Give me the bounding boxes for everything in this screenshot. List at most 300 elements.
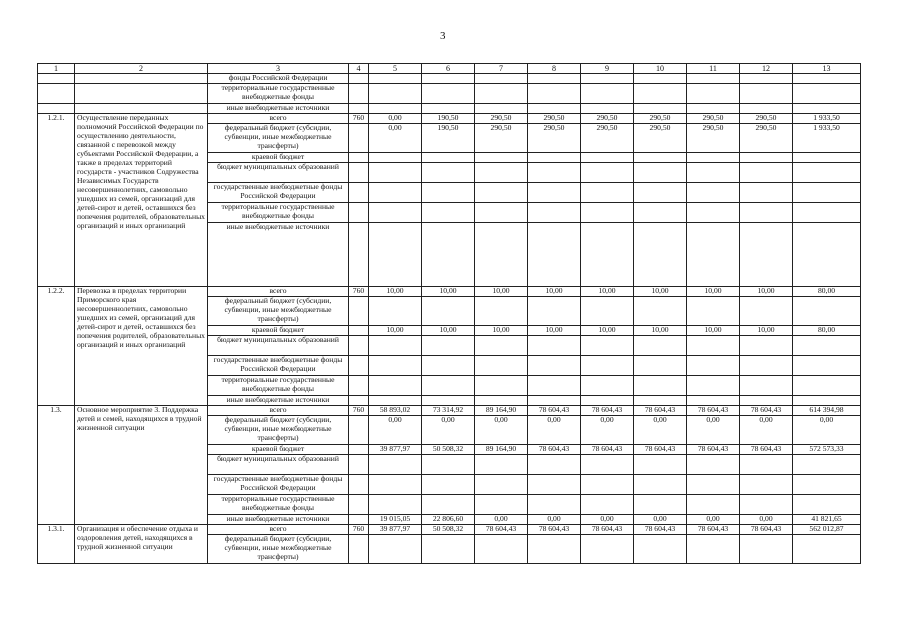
year-value [581, 336, 634, 356]
year-value: 290,50 [634, 124, 687, 153]
year-value: 0,00 [634, 416, 687, 445]
year-value [369, 203, 422, 223]
year-value [581, 104, 634, 114]
ministry-code [349, 445, 369, 455]
ministry-code [349, 475, 369, 495]
year-value: 10,00 [369, 326, 422, 336]
year-value: 10,00 [475, 326, 528, 336]
year-value [528, 297, 581, 326]
year-value [634, 163, 687, 183]
year-value: 19 015,05 [369, 515, 422, 525]
year-value [740, 535, 793, 564]
year-value [369, 74, 422, 84]
year-value [422, 396, 475, 406]
total-value [793, 104, 861, 114]
funding-source: фонды Российской Федерации [208, 74, 349, 84]
funding-source: территориальные государственные внебюджетные фонды [208, 376, 349, 396]
table-row [38, 84, 861, 104]
year-value [528, 153, 581, 163]
budget-table [37, 63, 861, 564]
total-value [793, 336, 861, 356]
year-value [422, 203, 475, 223]
year-value [634, 84, 687, 104]
year-value [634, 336, 687, 356]
ministry-code [349, 326, 369, 336]
year-value: 22 806,60 [422, 515, 475, 525]
funding-source: всего [208, 287, 349, 297]
year-value [687, 183, 740, 203]
ministry-code: 760 [349, 287, 369, 297]
item-description [75, 74, 208, 84]
year-value [581, 223, 634, 287]
year-value: 78 604,43 [740, 445, 793, 455]
ministry-code [349, 203, 369, 223]
year-value [475, 203, 528, 223]
year-value: 0,00 [528, 515, 581, 525]
year-value [740, 74, 793, 84]
column-header: 8 [528, 64, 581, 74]
year-value [528, 455, 581, 475]
year-value [634, 376, 687, 396]
year-value [634, 455, 687, 475]
funding-source: государственные внебюджетные фонды Российской Федерации [208, 475, 349, 495]
year-value [687, 203, 740, 223]
year-value [581, 455, 634, 475]
funding-source: всего [208, 406, 349, 416]
total-value [793, 84, 861, 104]
ministry-code [349, 223, 369, 287]
year-value [528, 396, 581, 406]
year-value [422, 104, 475, 114]
year-value: 10,00 [422, 326, 475, 336]
year-value: 0,00 [740, 515, 793, 525]
year-value [422, 223, 475, 287]
year-value [687, 356, 740, 376]
year-value [740, 183, 793, 203]
year-value [687, 223, 740, 287]
ministry-code [349, 396, 369, 406]
year-value: 10,00 [475, 287, 528, 297]
year-value [369, 535, 422, 564]
total-value [793, 203, 861, 223]
year-value: 10,00 [422, 287, 475, 297]
column-header: 5 [369, 64, 422, 74]
total-value: 41 821,65 [793, 515, 861, 525]
year-value [687, 104, 740, 114]
year-value [634, 203, 687, 223]
total-value [793, 356, 861, 376]
year-value [422, 535, 475, 564]
year-value [740, 223, 793, 287]
item-number [38, 74, 75, 84]
total-value: 80,00 [793, 287, 861, 297]
year-value [528, 183, 581, 203]
year-value [581, 297, 634, 326]
year-value: 10,00 [687, 326, 740, 336]
column-header: 4 [349, 64, 369, 74]
ministry-code [349, 336, 369, 356]
year-value [740, 104, 793, 114]
year-value [475, 84, 528, 104]
year-value: 0,00 [528, 416, 581, 445]
table-row [38, 114, 861, 124]
year-value: 10,00 [369, 287, 422, 297]
total-value [793, 163, 861, 183]
item-number: 1.3. [38, 406, 75, 525]
funding-source: территориальные государственные внебюджетные фонды [208, 495, 349, 515]
funding-source: всего [208, 114, 349, 124]
column-header: 3 [208, 64, 349, 74]
year-value [369, 356, 422, 376]
year-value [528, 336, 581, 356]
year-value [740, 203, 793, 223]
column-header: 6 [422, 64, 475, 74]
year-value [528, 104, 581, 114]
ministry-code [349, 74, 369, 84]
year-value: 89 164,90 [475, 445, 528, 455]
year-value [581, 396, 634, 406]
funding-source: иные внебюджетные источники [208, 104, 349, 114]
year-value [369, 223, 422, 287]
year-value [369, 455, 422, 475]
year-value [740, 336, 793, 356]
year-value: 290,50 [581, 114, 634, 124]
year-value [740, 84, 793, 104]
year-value [528, 163, 581, 183]
year-value [581, 376, 634, 396]
ministry-code [349, 515, 369, 525]
year-value [528, 376, 581, 396]
year-value [740, 475, 793, 495]
total-value [793, 376, 861, 396]
column-header: 1 [38, 64, 75, 74]
total-value: 562 012,87 [793, 525, 861, 535]
funding-source: иные внебюджетные источники [208, 515, 349, 525]
year-value [581, 163, 634, 183]
year-value [687, 455, 740, 475]
year-value [422, 455, 475, 475]
item-description [75, 104, 208, 114]
year-value [687, 74, 740, 84]
funding-source: бюджет муниципальных образований [208, 455, 349, 475]
item-description: Перевозка в пределах территории Приморского края несовершеннолетних, самовольно ушедших из семей, организаций для детей-сирот и детей, оставшихся без попечения родителей, образовательных организаций и иных организаций [75, 287, 208, 406]
total-value [793, 297, 861, 326]
funding-source: государственные внебюджетные фонды Российской Федерации [208, 356, 349, 376]
column-header: 7 [475, 64, 528, 74]
year-value [475, 336, 528, 356]
year-value: 10,00 [687, 287, 740, 297]
year-value [422, 336, 475, 356]
item-number: 1.3.1. [38, 525, 75, 564]
year-value [634, 183, 687, 203]
item-number [38, 104, 75, 114]
ministry-code: 760 [349, 525, 369, 535]
year-value: 290,50 [528, 124, 581, 153]
year-value: 290,50 [740, 124, 793, 153]
year-value [740, 396, 793, 406]
year-value [634, 475, 687, 495]
year-value: 39 877,97 [369, 445, 422, 455]
funding-source: федеральный бюджет (субсидии, субвенции, иные межбюджетные трансферты) [208, 535, 349, 564]
year-value [369, 163, 422, 183]
year-value [634, 535, 687, 564]
item-description: Осуществление переданных полномочий Российской Федерации по осуществлению деятельности, связанной с перевозкой между субъектами Российской Федерации, а также в пределах территорий государств - участников Содружества Независимых Государств несовершеннолетних, самовольно ушедших из семей, организаций для детей-сирот и детей, оставшихся без попечения родителей, образовательных организаций и иных организаций [75, 114, 208, 287]
year-value [634, 153, 687, 163]
year-value [475, 376, 528, 396]
year-value: 78 604,43 [581, 406, 634, 416]
total-value: 1 933,50 [793, 124, 861, 153]
year-value [528, 356, 581, 376]
total-value [793, 455, 861, 475]
year-value [740, 495, 793, 515]
year-value: 78 604,43 [634, 525, 687, 535]
year-value: 78 604,43 [740, 525, 793, 535]
item-description: Организация и обеспечение отдыха и оздоровления детей, находящихся в трудной жизненной ситуации [75, 525, 208, 564]
total-value [793, 475, 861, 495]
year-value [634, 223, 687, 287]
year-value [740, 297, 793, 326]
year-value [581, 535, 634, 564]
item-number: 1.2.2. [38, 287, 75, 406]
total-value: 572 573,33 [793, 445, 861, 455]
year-value: 0,00 [740, 416, 793, 445]
year-value: 78 604,43 [581, 525, 634, 535]
total-value: 0,00 [793, 416, 861, 445]
year-value: 0,00 [475, 416, 528, 445]
year-value [422, 376, 475, 396]
ministry-code [349, 104, 369, 114]
year-value [475, 104, 528, 114]
year-value [422, 163, 475, 183]
year-value [687, 297, 740, 326]
year-value: 10,00 [634, 326, 687, 336]
year-value: 50 508,32 [422, 445, 475, 455]
year-value [475, 163, 528, 183]
page-number: 3 [440, 30, 446, 42]
ministry-code [349, 183, 369, 203]
year-value: 78 604,43 [740, 406, 793, 416]
year-value [581, 475, 634, 495]
year-value [475, 495, 528, 515]
total-value [793, 183, 861, 203]
year-value [475, 183, 528, 203]
year-value [528, 495, 581, 515]
year-value [528, 203, 581, 223]
total-value: 614 394,98 [793, 406, 861, 416]
total-value: 1 933,50 [793, 114, 861, 124]
year-value: 58 893,02 [369, 406, 422, 416]
year-value: 10,00 [740, 326, 793, 336]
year-value: 290,50 [740, 114, 793, 124]
year-value: 78 604,43 [687, 406, 740, 416]
year-value [369, 475, 422, 495]
year-value [528, 475, 581, 495]
funding-source: федеральный бюджет (субсидии, субвенции, иные межбюджетные трансферты) [208, 416, 349, 445]
year-value [369, 376, 422, 396]
year-value [740, 455, 793, 475]
ministry-code [349, 84, 369, 104]
year-value [369, 153, 422, 163]
year-value: 190,50 [422, 114, 475, 124]
item-number: 1.2.1. [38, 114, 75, 287]
total-value [793, 535, 861, 564]
year-value [369, 495, 422, 515]
table-row [38, 406, 861, 416]
year-value [369, 396, 422, 406]
year-value: 0,00 [687, 515, 740, 525]
year-value [687, 396, 740, 406]
year-value: 78 604,43 [528, 445, 581, 455]
year-value: 39 877,97 [369, 525, 422, 535]
total-value [793, 74, 861, 84]
ministry-code [349, 153, 369, 163]
year-value [634, 104, 687, 114]
funding-source: краевой бюджет [208, 153, 349, 163]
year-value [581, 183, 634, 203]
ministry-code [349, 535, 369, 564]
total-value [793, 223, 861, 287]
year-value [369, 183, 422, 203]
total-value [793, 153, 861, 163]
year-value [687, 153, 740, 163]
year-value [528, 223, 581, 287]
year-value [369, 104, 422, 114]
year-value [687, 495, 740, 515]
year-value: 10,00 [581, 326, 634, 336]
column-header: 13 [793, 64, 861, 74]
funding-source: бюджет муниципальных образований [208, 163, 349, 183]
funding-source: иные внебюджетные источники [208, 223, 349, 287]
year-value [740, 153, 793, 163]
year-value [475, 356, 528, 376]
total-value: 80,00 [793, 326, 861, 336]
year-value: 290,50 [475, 124, 528, 153]
year-value [581, 74, 634, 84]
year-value: 0,00 [634, 515, 687, 525]
year-value [634, 74, 687, 84]
year-value [634, 396, 687, 406]
year-value: 190,50 [422, 124, 475, 153]
year-value: 0,00 [581, 515, 634, 525]
year-value: 290,50 [528, 114, 581, 124]
year-value [422, 356, 475, 376]
year-value [687, 376, 740, 396]
year-value [687, 84, 740, 104]
item-description: Основное мероприятие 3. Поддержка детей и семей, находящихся в трудной жизненной ситуации [75, 406, 208, 525]
year-value: 290,50 [475, 114, 528, 124]
column-header: 12 [740, 64, 793, 74]
year-value [687, 475, 740, 495]
year-value [475, 153, 528, 163]
year-value: 0,00 [369, 124, 422, 153]
column-header: 11 [687, 64, 740, 74]
ministry-code [349, 495, 369, 515]
year-value: 78 604,43 [687, 525, 740, 535]
year-value [634, 495, 687, 515]
year-value: 10,00 [634, 287, 687, 297]
ministry-code [349, 297, 369, 326]
year-value: 0,00 [475, 515, 528, 525]
ministry-code [349, 163, 369, 183]
ministry-code: 760 [349, 114, 369, 124]
year-value: 78 604,43 [528, 525, 581, 535]
year-value: 0,00 [422, 416, 475, 445]
year-value: 10,00 [581, 287, 634, 297]
year-value [581, 84, 634, 104]
year-value: 0,00 [369, 114, 422, 124]
year-value [422, 297, 475, 326]
ministry-code [349, 124, 369, 153]
year-value: 0,00 [687, 416, 740, 445]
year-value: 78 604,43 [634, 406, 687, 416]
year-value [740, 356, 793, 376]
year-value: 290,50 [634, 114, 687, 124]
funding-source: бюджет муниципальных образований [208, 336, 349, 356]
year-value [369, 84, 422, 104]
year-value [369, 297, 422, 326]
year-value: 290,50 [687, 124, 740, 153]
year-value: 0,00 [581, 416, 634, 445]
funding-source: территориальные государственные внебюджетные фонды [208, 203, 349, 223]
year-value: 290,50 [581, 124, 634, 153]
table-row [38, 287, 861, 297]
funding-source: краевой бюджет [208, 445, 349, 455]
item-description [75, 84, 208, 104]
year-value [475, 475, 528, 495]
year-value [475, 455, 528, 475]
year-value: 78 604,43 [634, 445, 687, 455]
year-value: 89 164,90 [475, 406, 528, 416]
year-value [581, 203, 634, 223]
year-value: 10,00 [740, 287, 793, 297]
funding-source: всего [208, 525, 349, 535]
year-value [475, 74, 528, 84]
funding-source: федеральный бюджет (субсидии, субвенции, иные межбюджетные трансферты) [208, 124, 349, 153]
table-body [38, 74, 861, 564]
year-value [687, 535, 740, 564]
funding-source: территориальные государственные внебюджетные фонды [208, 84, 349, 104]
year-value [422, 74, 475, 84]
ministry-code [349, 416, 369, 445]
year-value [581, 356, 634, 376]
ministry-code [349, 356, 369, 376]
funding-source: краевой бюджет [208, 326, 349, 336]
total-value [793, 396, 861, 406]
column-header: 10 [634, 64, 687, 74]
year-value [634, 356, 687, 376]
year-value [740, 163, 793, 183]
year-value [475, 535, 528, 564]
year-value: 50 508,32 [422, 525, 475, 535]
year-value [422, 183, 475, 203]
year-value: 10,00 [528, 287, 581, 297]
year-value [528, 84, 581, 104]
year-value [475, 297, 528, 326]
year-value [687, 163, 740, 183]
year-value: 290,50 [687, 114, 740, 124]
ministry-code [349, 455, 369, 475]
item-number [38, 84, 75, 104]
year-value [422, 84, 475, 104]
total-value [793, 495, 861, 515]
funding-source: государственные внебюджетные фонды Российской Федерации [208, 183, 349, 203]
header-row [38, 64, 861, 74]
year-value [475, 223, 528, 287]
year-value: 78 604,43 [581, 445, 634, 455]
year-value: 73 314,92 [422, 406, 475, 416]
year-value: 78 604,43 [687, 445, 740, 455]
year-value [687, 336, 740, 356]
